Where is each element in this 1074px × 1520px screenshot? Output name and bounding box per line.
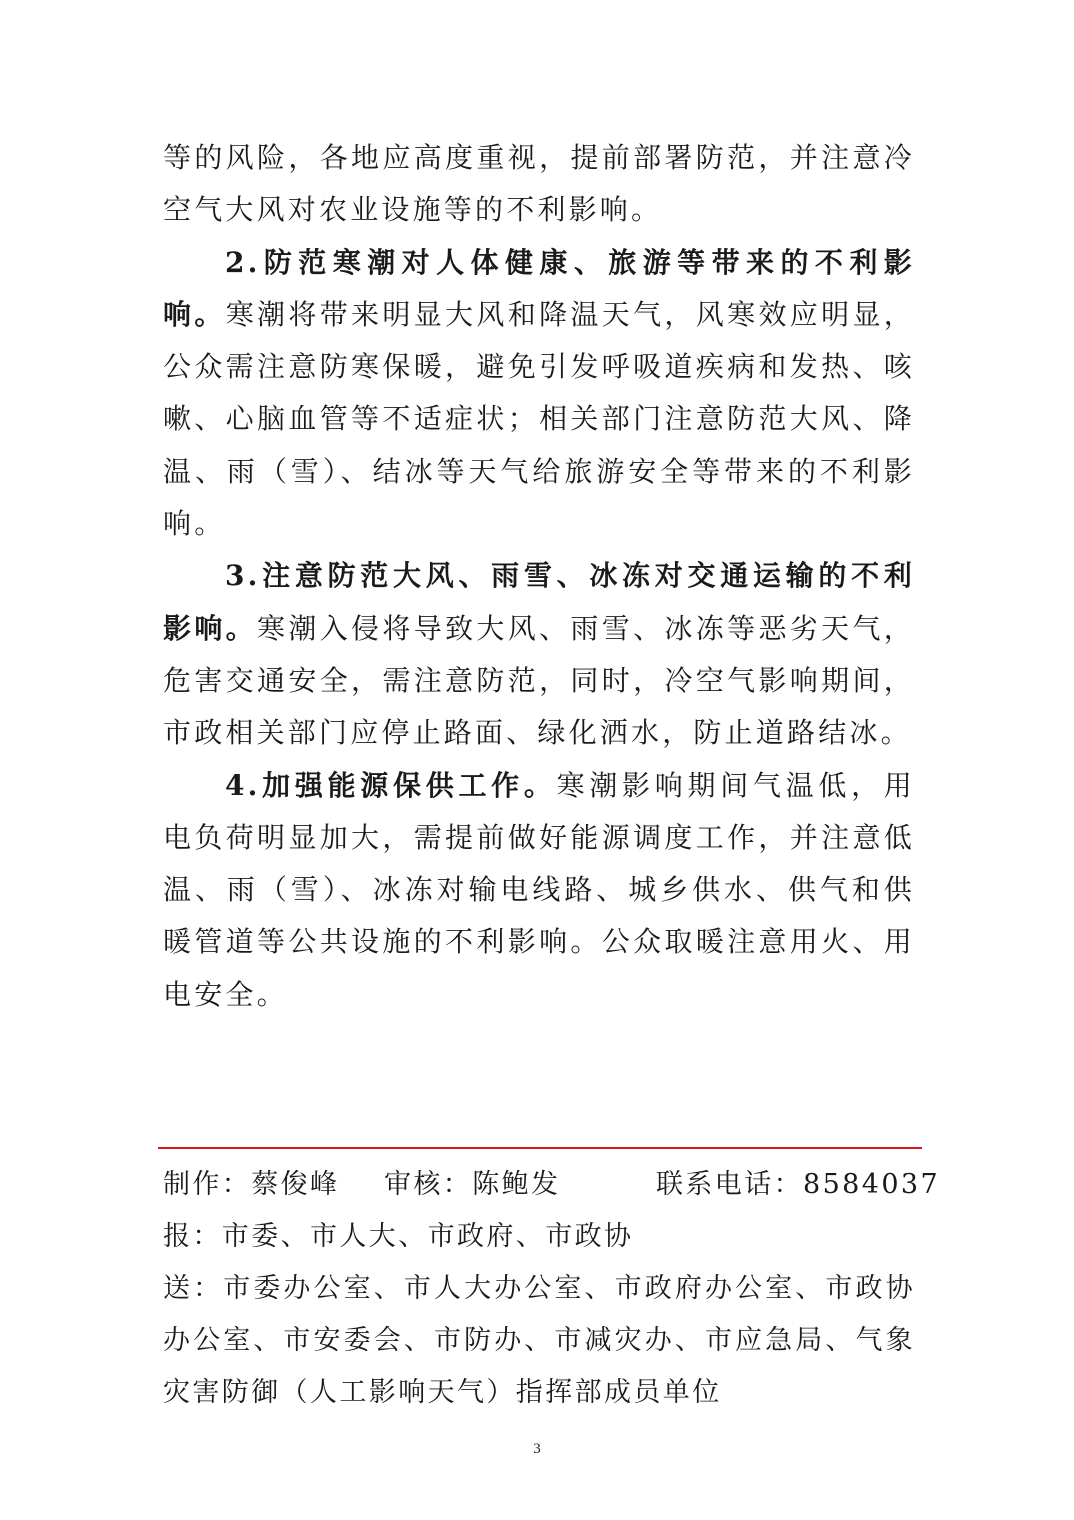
paragraph-text: 寒潮影响期间气温低，用电负荷明显加大，需提前做好能源调度工作，并注意低温、雨（雪）、冰冻对输电线路、城乡供水、供气和供暖管道等公共设施的不利影响。公众取暖注意用火、用电安全。	[163, 768, 916, 1011]
document-body	[163, 132, 915, 1021]
paragraph-continuation	[163, 132, 915, 237]
footer-phone: 联系电话：8584037	[656, 1169, 941, 1200]
document-footer	[163, 1159, 941, 1419]
page-number: 3	[533, 1441, 541, 1457]
paragraph-text: 寒潮将带来明显大风和降温天气，风寒效应明显，公众需注意防寒保暖，避免引发呼吸道疾病和发热、咳嗽、心脑血管等不适症状；相关部门注意防范大风、降温、雨（雪）、结冰等天气给旅游安全等带来的不利影响。	[163, 297, 916, 541]
footer-send-to: 送：市委办公室、市人大办公室、市政府办公室、市政协办公室、市安委会、市防办、市减灾办、市应急局、气象灾害防御（人工影响天气）指挥部成员单位	[163, 1273, 915, 1408]
footer-maker: 制作：蔡俊峰	[163, 1169, 340, 1200]
paragraph-transport	[163, 550, 915, 759]
paragraph-lead: 3.注意防范大风、雨雪、冰冻对交通运输的不利影响。	[163, 559, 915, 645]
paragraph-energy	[163, 760, 915, 1021]
footer-report-to: 报：市委、市人大、市政府、市政协	[163, 1221, 634, 1252]
paragraph-health-tourism	[163, 237, 915, 551]
footer-credits	[163, 1159, 941, 1211]
paragraph-lead: 2.防范寒潮对人体健康、旅游等带来的不利影响。	[163, 245, 915, 331]
paragraph-lead: 4.加强能源保供工作。	[225, 768, 557, 802]
paragraph-text: 寒潮入侵将导致大风、雨雪、冰冻等恶劣天气，危害交通安全，需注意防范，同时，冷空气影响期间，市政相关部门应停止路面、绿化洒水，防止道路结冰。	[163, 611, 916, 750]
paragraph-text: 等的风险，各地应高度重视，提前部署防范，并注意冷空气大风对农业设施等的不利影响。	[163, 141, 915, 227]
footer-reviewer: 审核：陈鲍发	[384, 1169, 561, 1200]
footer-red-divider	[158, 1147, 922, 1149]
